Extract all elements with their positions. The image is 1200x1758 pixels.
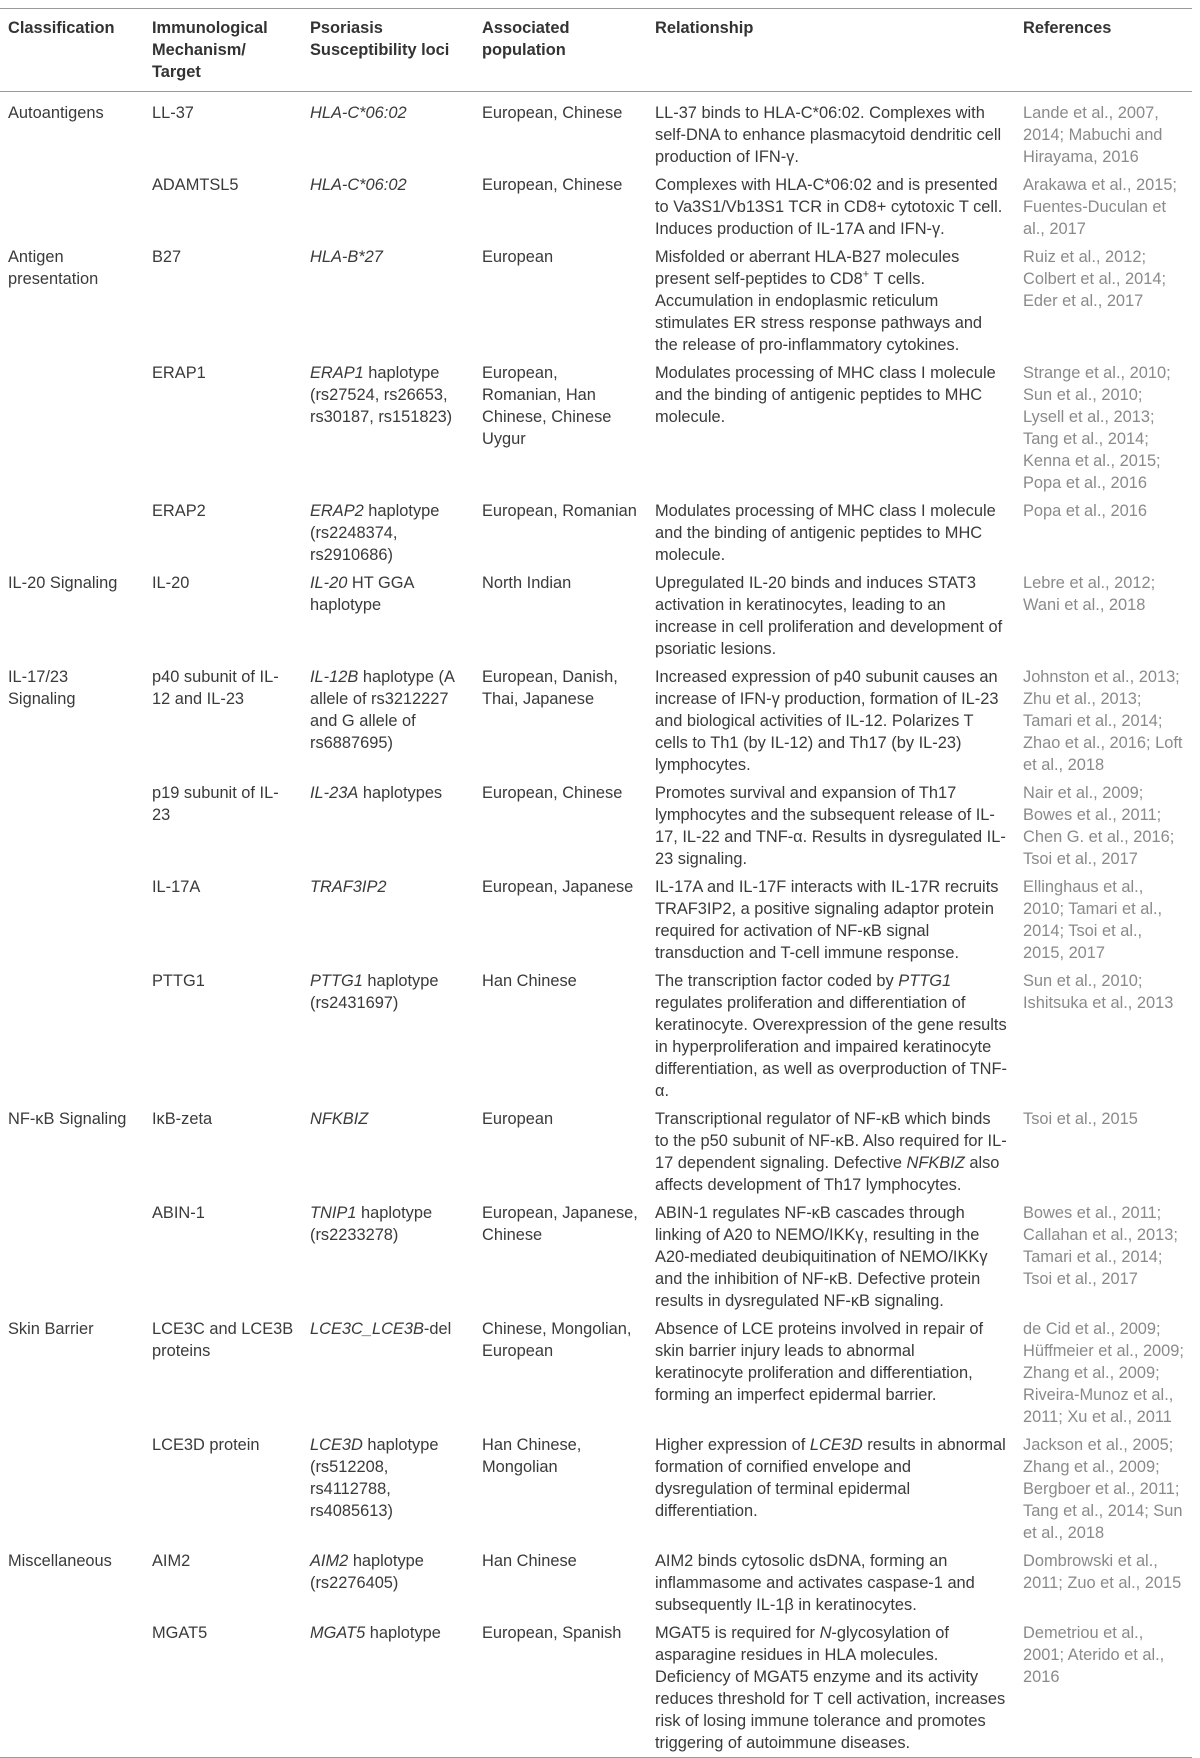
relationship-cell: IL-17A and IL-17F interacts with IL-17R recruits TRAF3IP2, a positive signaling adaptor protein required for activation of NF-κB signal transduction and T-cell immune response. xyxy=(655,878,999,962)
relationship-cell: Upregulated IL-20 binds and induces STAT3 activation in keratinocytes, leading to an increase in cell proliferation and development of psoriatic lesions. xyxy=(655,574,1003,658)
relationship-cell: LL-37 binds to HLA-C*06:02. Complexes with self-DNA to enhance plasmacytoid dendritic cell production of IFN-γ. xyxy=(655,104,1002,166)
loci-detail: -del xyxy=(423,1320,452,1338)
target-cell: LCE3C and LCE3B proteins xyxy=(152,1320,294,1360)
loci-cell xyxy=(302,1199,474,1315)
loci-gene: ERAP1 xyxy=(310,364,364,382)
relationship-cell: AIM2 binds cytosolic dsDNA, forming an inflammasome and activates caspase-1 and subsequently IL-1β in keratinocytes. xyxy=(655,1552,975,1614)
target-cell: p40 subunit of IL-12 and IL-23 xyxy=(152,668,279,708)
table-header xyxy=(0,9,1192,92)
target-cell: IκB-zeta xyxy=(152,1110,213,1128)
loci-cell: TRAF3IP2 xyxy=(310,878,387,896)
loci-cell xyxy=(302,967,474,1105)
loci-gene: MGAT5 xyxy=(310,1624,366,1642)
relationship-text: The transcription factor coded by xyxy=(655,972,899,990)
relationship-cell xyxy=(647,1431,1015,1547)
relationship-cell: Promotes survival and expansion of Th17 lymphocytes and the subsequent release of IL-17, IL-22 and TNF-α. Results in dysregulated IL-23 signaling. xyxy=(655,784,1006,868)
relationship-cell xyxy=(647,1105,1015,1199)
classification-cell xyxy=(0,497,144,569)
relationship-gene: N xyxy=(819,1624,832,1642)
loci-cell: HLA-C*06:02 xyxy=(310,104,407,122)
loci-cell xyxy=(302,1619,474,1758)
loci-cell: HLA-C*06:02 xyxy=(310,176,407,194)
relationship-cell: Modulates processing of MHC class I molecule and the binding of antigenic peptides to MHC molecule. xyxy=(655,364,996,426)
loci-gene: LCE3C_LCE3B xyxy=(310,1320,424,1338)
target-cell: LCE3D protein xyxy=(152,1436,260,1454)
references-cell: Arakawa et al., 2015; Fuentes-Duculan et al., 2017 xyxy=(1023,176,1177,238)
references-cell: Johnston et al., 2013; Zhu et al., 2013; Tamari et al., 2014; Zhao et al., 2016; Loft et al., 2018 xyxy=(1023,668,1183,774)
loci-detail: haplotype (rs27524, rs26653, rs30187, rs151823) xyxy=(310,364,453,426)
references-cell: Nair et al., 2009; Bowes et al., 2011; Chen G. et al., 2016; Tsoi et al., 2017 xyxy=(1023,784,1175,868)
loci-gene: IL-23A xyxy=(310,784,359,802)
table-body xyxy=(0,92,1192,1758)
loci-cell xyxy=(302,497,474,569)
population-cell: European, Danish, Thai, Japanese xyxy=(482,668,618,708)
relationship-cell: ABIN-1 regulates NF-κB cascades through linking of A20 to NEMO/IKKγ, resulting in the A20-mediated deubiquitination of NEMO/IKKγ and the inhibition of NF-κB. Defective protein results in dysregulated NF-κB signaling. xyxy=(655,1204,988,1310)
superscript-plus: + xyxy=(862,268,870,281)
classification-cell xyxy=(0,1431,144,1547)
relationship-text: Transcriptional regulator of NF-κB which binds to the p50 subunit of NF-κB. Also required for IL-17 dependent signaling. Defective xyxy=(655,1110,1007,1172)
loci-detail: haplotype (rs512208, rs4112788, rs4085613) xyxy=(310,1436,439,1520)
loci-detail: HT GGA haplotype xyxy=(310,574,414,614)
table-row xyxy=(0,569,1192,663)
classification-cell: Miscellaneous xyxy=(8,1552,112,1570)
references-cell: Demetriou et al., 2001; Aterido et al., 2016 xyxy=(1023,1624,1165,1686)
table-row xyxy=(0,92,1192,172)
loci-cell xyxy=(302,779,474,873)
relationship-text: Misfolded or aberrant HLA-B27 molecules present self-peptides to CD8 xyxy=(655,248,960,288)
table-row xyxy=(0,243,1192,359)
header-references: References xyxy=(1023,19,1112,37)
target-cell: ERAP1 xyxy=(152,364,206,382)
table-row xyxy=(0,1199,1192,1315)
population-cell: European, Chinese xyxy=(482,176,623,194)
table-row xyxy=(0,1315,1192,1431)
relationship-gene: NFKBIZ xyxy=(906,1154,965,1172)
relationship-cell xyxy=(647,1619,1015,1758)
loci-detail: haplotype (A allele of rs3212227 and G allele of rs6887695) xyxy=(310,668,454,752)
classification-cell: IL-17/23 Signaling xyxy=(8,668,76,708)
relationship-text: T cells. Accumulation in endoplasmic reticulum stimulates ER stress response pathways and the release of pro-inflammatory cytokines. xyxy=(655,270,983,354)
population-cell: European, Chinese xyxy=(482,784,623,802)
references-cell: Tsoi et al., 2015 xyxy=(1023,1110,1138,1128)
references-cell: Jackson et al., 2005; Zhang et al., 2009; Bergboer et al., 2011; Tang et al., 2014; Sun et al., 2018 xyxy=(1023,1436,1183,1542)
classification-cell xyxy=(0,1619,144,1758)
table-row xyxy=(0,779,1192,873)
relationship-cell xyxy=(647,243,1015,359)
references-cell: Sun et al., 2010; Ishitsuka et al., 2013 xyxy=(1023,972,1174,1012)
population-cell: European, Romanian xyxy=(482,502,637,520)
table-row xyxy=(0,1431,1192,1547)
population-cell: European, Romanian, Han Chinese, Chinese Uygur xyxy=(482,364,612,448)
psoriasis-loci-table-container xyxy=(0,8,1192,1758)
classification-cell xyxy=(0,359,144,497)
relationship-text: MGAT5 is required for xyxy=(655,1624,820,1642)
loci-detail: haplotype (rs2431697) xyxy=(310,972,439,1012)
relationship-text: Higher expression of xyxy=(655,1436,810,1454)
loci-detail: haplotype (rs2248374, rs2910686) xyxy=(310,502,440,564)
target-cell: ABIN-1 xyxy=(152,1204,205,1222)
loci-detail: haplotypes xyxy=(358,784,443,802)
table-row xyxy=(0,1105,1192,1199)
header-relationship: Relationship xyxy=(655,19,754,37)
references-cell: Ellinghaus et al., 2010; Tamari et al., 2014; Tsoi et al., 2015, 2017 xyxy=(1023,878,1163,962)
population-cell: European xyxy=(482,248,554,266)
relationship-cell xyxy=(647,967,1015,1105)
population-cell: European, Japanese, Chinese xyxy=(482,1204,638,1244)
loci-gene: IL-20 xyxy=(310,574,348,592)
population-cell: European, Spanish xyxy=(482,1624,622,1642)
table-row xyxy=(0,1619,1192,1758)
classification-cell xyxy=(0,779,144,873)
loci-cell xyxy=(302,1315,474,1431)
references-cell: de Cid et al., 2009; Hüffmeier et al., 2009; Zhang et al., 2009; Riveira-Munoz et al., 2011; Xu et al., 2011 xyxy=(1023,1320,1184,1426)
population-cell: Chinese, Mongolian, European xyxy=(482,1320,632,1360)
loci-cell xyxy=(302,569,474,663)
classification-cell: Autoantigens xyxy=(8,104,104,122)
population-cell: European xyxy=(482,1110,554,1128)
loci-cell: HLA-B*27 xyxy=(310,248,383,266)
target-cell: IL-20 xyxy=(152,574,190,592)
classification-cell: Antigen presentation xyxy=(8,248,99,288)
loci-cell xyxy=(302,663,474,779)
population-cell: Han Chinese xyxy=(482,972,577,990)
loci-cell xyxy=(302,359,474,497)
relationship-cell: Complexes with HLA-C*06:02 and is presented to Va3S1/Vb13S1 TCR in CD8+ cytotoxic T cell. Induces production of IL-17A and IFN-γ. xyxy=(655,176,1003,238)
classification-cell: Skin Barrier xyxy=(8,1320,94,1338)
loci-detail: haplotype (rs2233278) xyxy=(310,1204,433,1244)
target-cell: ADAMTSL5 xyxy=(152,176,239,194)
relationship-text: regulates proliferation and differentiation of keratinocyte. Overexpression of the gene results in hyperproliferation and impaired keratinocyte differentiation, as well as overproduction of TNF-α. xyxy=(655,994,1007,1100)
loci-cell xyxy=(302,1431,474,1547)
header-loci: Psoriasis Susceptibility loci xyxy=(310,19,450,59)
references-cell: Dombrowski et al., 2011; Zuo et al., 2015 xyxy=(1023,1552,1182,1592)
loci-gene: TNIP1 xyxy=(310,1204,357,1222)
loci-detail: haplotype xyxy=(365,1624,441,1642)
loci-gene: LCE3D xyxy=(310,1436,363,1454)
population-cell: Han Chinese, Mongolian xyxy=(482,1436,582,1476)
target-cell: LL-37 xyxy=(152,104,194,122)
loci-cell xyxy=(302,1547,474,1619)
table-row xyxy=(0,873,1192,967)
classification-cell: IL-20 Signaling xyxy=(8,574,118,592)
table-row xyxy=(0,663,1192,779)
relationship-text: results in abnormal formation of cornified envelope and dysregulation of terminal epidermal differentiation. xyxy=(655,1436,1006,1520)
header-row xyxy=(0,9,1192,92)
classification-cell xyxy=(0,1199,144,1315)
references-cell: Popa et al., 2016 xyxy=(1023,502,1147,520)
relationship-text: also affects development of Th17 lymphocytes. xyxy=(655,1154,1000,1194)
target-cell: PTTG1 xyxy=(152,972,205,990)
references-cell: Lebre et al., 2012; Wani et al., 2018 xyxy=(1023,574,1156,614)
population-cell: European, Chinese xyxy=(482,104,623,122)
classification-cell xyxy=(0,873,144,967)
target-cell: B27 xyxy=(152,248,182,266)
population-cell: Han Chinese xyxy=(482,1552,577,1570)
classification-cell xyxy=(0,967,144,1105)
psoriasis-loci-table xyxy=(0,8,1192,1758)
loci-gene: AIM2 xyxy=(310,1552,349,1570)
relationship-cell: Increased expression of p40 subunit causes an increase of IFN-γ production, formation of IL-23 and biological activities of IL-12. Polarizes T cells to Th1 (by IL-12) and Th17 (by IL-23) lymphocytes. xyxy=(655,668,999,774)
relationship-cell: Modulates processing of MHC class I molecule and the binding of antigenic peptides to MHC molecule. xyxy=(655,502,996,564)
population-cell: North Indian xyxy=(482,574,572,592)
population-cell: European, Japanese xyxy=(482,878,634,896)
classification-cell: NF-κB Signaling xyxy=(8,1110,127,1128)
loci-detail: haplotype (rs2276405) xyxy=(310,1552,424,1592)
loci-gene: PTTG1 xyxy=(310,972,363,990)
references-cell: Lande et al., 2007, 2014; Mabuchi and Hirayama, 2016 xyxy=(1023,104,1163,166)
target-cell: AIM2 xyxy=(152,1552,191,1570)
relationship-cell: Absence of LCE proteins involved in repair of skin barrier injury leads to abnormal keratinocyte proliferation and differentiation, forming an imperfect epidermal barrier. xyxy=(655,1320,983,1404)
table-row xyxy=(0,497,1192,569)
relationship-gene: PTTG1 xyxy=(898,972,952,990)
loci-gene: ERAP2 xyxy=(310,502,364,520)
table-row xyxy=(0,967,1192,1105)
table-row xyxy=(0,171,1192,243)
target-cell: MGAT5 xyxy=(152,1624,208,1642)
loci-cell: NFKBIZ xyxy=(310,1110,369,1128)
references-cell: Strange et al., 2010; Sun et al., 2010; Lysell et al., 2013; Tang et al., 2014; Kenna et al., 2015; Popa et al., 2016 xyxy=(1023,364,1171,492)
target-cell: ERAP2 xyxy=(152,502,206,520)
target-cell: IL-17A xyxy=(152,878,201,896)
references-cell: Bowes et al., 2011; Callahan et al., 2013; Tamari et al., 2014; Tsoi et al., 2017 xyxy=(1023,1204,1178,1288)
references-cell: Ruiz et al., 2012; Colbert et al., 2014; Eder et al., 2017 xyxy=(1023,248,1167,310)
relationship-gene: LCE3D xyxy=(809,1436,863,1454)
table-row xyxy=(0,1547,1192,1619)
target-cell: p19 subunit of IL-23 xyxy=(152,784,279,824)
classification-cell xyxy=(0,171,144,243)
header-population: Associated population xyxy=(482,19,570,59)
header-target: Immunological Mechanism/ Target xyxy=(152,19,268,81)
relationship-text: -glycosylation of asparagine residues in HLA molecules. Deficiency of MGAT5 enzyme and its activity reduces threshold for T cell activation, increases risk of losing immune tolerance and promotes triggering of autoimmune diseases. xyxy=(655,1624,1006,1752)
loci-gene: IL-12B xyxy=(310,668,359,686)
header-classification: Classification xyxy=(8,19,115,37)
table-row xyxy=(0,359,1192,497)
